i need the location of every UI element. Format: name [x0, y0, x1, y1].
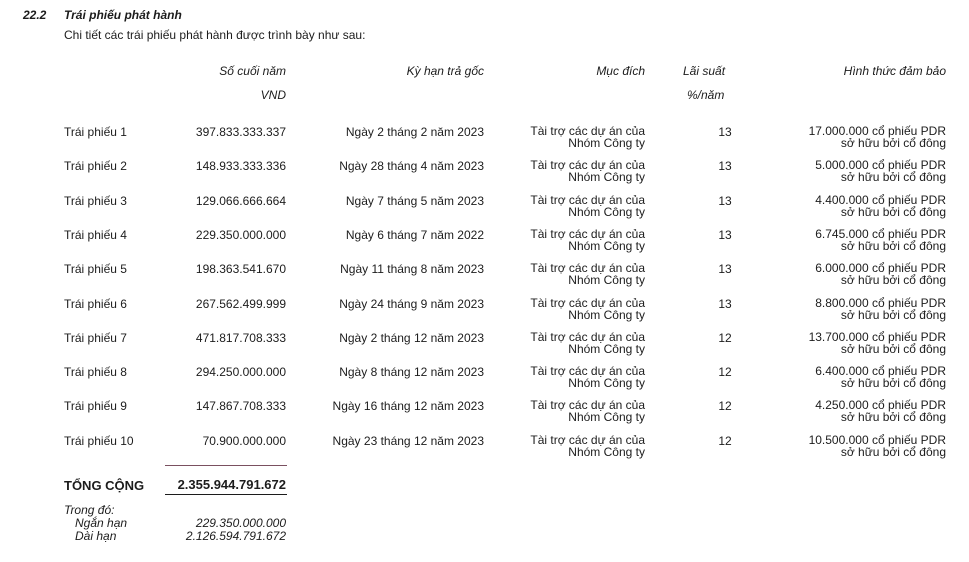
bond-security	[815, 399, 946, 423]
breakdown-short-value: 229.350.000.000	[195, 516, 286, 530]
bond-term: Ngày 2 tháng 12 năm 2023	[339, 331, 484, 345]
table-row	[0, 125, 969, 157]
bond-security-line2: sở hữu bởi cổ đông	[840, 205, 946, 219]
bond-security-line2: sở hữu bởi cổ đông	[840, 239, 946, 253]
bond-name: Trái phiếu 3	[64, 194, 127, 208]
bond-security-line1: 6.745.000 cổ phiếu PDR	[815, 227, 946, 241]
bond-name: Trái phiếu 4	[64, 228, 127, 242]
bond-purpose	[530, 331, 645, 355]
bond-security-line2: sở hữu bởi cổ đông	[840, 376, 946, 390]
bond-purpose-line2: Nhóm Công ty	[568, 170, 645, 184]
bond-amount: 229.350.000.000	[195, 228, 286, 242]
bond-rate: 13	[718, 262, 732, 276]
bond-purpose	[530, 194, 645, 218]
bond-purpose	[530, 159, 645, 183]
bond-security-line1: 6.000.000 cổ phiếu PDR	[815, 261, 946, 275]
bond-security	[815, 159, 946, 183]
bond-rate: 12	[718, 365, 732, 379]
total-value: 2.355.944.791.672	[177, 477, 286, 492]
bond-security	[815, 365, 946, 389]
bond-purpose-line2: Nhóm Công ty	[568, 445, 645, 459]
bond-security-line2: sở hữu bởi cổ đông	[840, 445, 946, 459]
bond-security-line1: 8.800.000 cổ phiếu PDR	[815, 296, 946, 310]
total-top-rule	[165, 465, 287, 466]
header-amount: Số cuối năm	[219, 64, 286, 78]
bond-term: Ngày 23 tháng 12 năm 2023	[332, 434, 484, 448]
bond-amount: 129.066.666.664	[195, 194, 286, 208]
bond-purpose-line1: Tài trợ các dự án của	[530, 296, 645, 310]
bond-security-line1: 4.400.000 cổ phiếu PDR	[815, 193, 946, 207]
bond-purpose	[530, 262, 645, 286]
bond-rate: 13	[718, 297, 732, 311]
bond-security-line1: 10.500.000 cổ phiếu PDR	[808, 433, 946, 447]
bond-rate: 13	[718, 125, 732, 139]
section-number: 22.2	[23, 8, 47, 22]
bond-purpose-line2: Nhóm Công ty	[568, 342, 645, 356]
bond-term: Ngày 6 tháng 7 năm 2022	[345, 228, 484, 242]
bond-rate: 13	[718, 159, 732, 173]
table-row	[0, 228, 969, 260]
bond-purpose	[530, 297, 645, 321]
total-label: TỔNG CỘNG	[64, 478, 145, 493]
total-bottom-rule	[165, 494, 287, 495]
bond-security-line2: sở hữu bởi cổ đông	[840, 170, 946, 184]
bond-purpose	[530, 434, 645, 458]
table-row	[0, 365, 969, 397]
bond-name: Trái phiếu 2	[64, 159, 127, 173]
header-purpose: Mục đích	[596, 64, 645, 78]
bond-security-line1: 13.700.000 cổ phiếu PDR	[808, 330, 946, 344]
bond-rate: 12	[718, 399, 732, 413]
table-row	[0, 434, 969, 466]
bond-purpose-line1: Tài trợ các dự án của	[530, 193, 645, 207]
bond-term: Ngày 28 tháng 4 năm 2023	[339, 159, 484, 173]
bond-rate: 13	[718, 194, 732, 208]
header-security: Hình thức đảm bảo	[843, 64, 946, 78]
bond-security	[809, 331, 946, 355]
breakdown-long-label: Dài hạn	[75, 529, 117, 543]
bond-purpose-line1: Tài trợ các dự án của	[530, 330, 645, 344]
bond-amount: 267.562.499.999	[195, 297, 286, 311]
bond-term: Ngày 24 tháng 9 năm 2023	[339, 297, 484, 311]
section-intro: Chi tiết các trái phiếu phát hành được trình bày như sau:	[64, 28, 366, 42]
bond-security	[815, 194, 946, 218]
bond-security	[815, 262, 946, 286]
bond-purpose-line2: Nhóm Công ty	[568, 205, 645, 219]
bond-amount: 147.867.708.333	[195, 399, 286, 413]
bond-security-line1: 4.250.000 cổ phiếu PDR	[815, 398, 946, 412]
bond-security-line2: sở hữu bởi cổ đông	[840, 136, 946, 150]
bond-purpose-line1: Tài trợ các dự án của	[530, 227, 645, 241]
bond-purpose-line1: Tài trợ các dự án của	[530, 158, 645, 172]
bond-security	[815, 228, 946, 252]
bond-security	[815, 297, 946, 321]
header-term: Kỳ hạn trả gốc	[406, 64, 484, 78]
table-row	[0, 331, 969, 363]
bond-name: Trái phiếu 6	[64, 297, 127, 311]
bond-purpose-line2: Nhóm Công ty	[568, 308, 645, 322]
bond-purpose-line1: Tài trợ các dự án của	[530, 124, 645, 138]
bond-purpose-line2: Nhóm Công ty	[568, 239, 645, 253]
bond-term: Ngày 11 tháng 8 năm 2023	[340, 262, 484, 276]
section-title: Trái phiếu phát hành	[64, 8, 182, 22]
bond-purpose-line2: Nhóm Công ty	[568, 376, 645, 390]
header-amount-unit: VND	[260, 88, 286, 102]
header-rate: Lãi suất	[683, 64, 726, 78]
bond-amount: 397.833.333.337	[195, 125, 286, 139]
breakdown-short-label: Ngắn hạn	[75, 516, 128, 530]
bond-security	[809, 434, 946, 458]
table-row	[0, 297, 969, 329]
bond-purpose-line1: Tài trợ các dự án của	[530, 433, 645, 447]
bond-purpose-line1: Tài trợ các dự án của	[530, 261, 645, 275]
bond-purpose	[530, 125, 645, 149]
bond-purpose-line1: Tài trợ các dự án của	[530, 364, 645, 378]
bond-term: Ngày 7 tháng 5 năm 2023	[345, 194, 484, 208]
header-rate-unit: %/năm	[687, 88, 725, 102]
bond-amount: 471.817.708.333	[195, 331, 286, 345]
bond-purpose-line2: Nhóm Công ty	[568, 136, 645, 150]
bond-security-line2: sở hữu bởi cổ đông	[840, 342, 946, 356]
bond-security	[809, 125, 946, 149]
bond-security-line2: sở hữu bởi cổ đông	[840, 308, 946, 322]
bond-name: Trái phiếu 1	[64, 125, 127, 139]
bond-amount: 70.900.000.000	[202, 434, 286, 448]
bond-security-line2: sở hữu bởi cổ đông	[840, 410, 946, 424]
bond-purpose-line1: Tài trợ các dự án của	[530, 398, 645, 412]
bond-security-line1: 6.400.000 cổ phiếu PDR	[815, 364, 946, 378]
bond-name: Trái phiếu 9	[64, 399, 127, 413]
bond-term: Ngày 2 tháng 2 năm 2023	[345, 125, 484, 139]
bond-amount: 294.250.000.000	[195, 365, 286, 379]
breakdown-heading: Trong đó:	[64, 503, 115, 517]
bond-purpose-line2: Nhóm Công ty	[568, 410, 645, 424]
bond-purpose-line2: Nhóm Công ty	[568, 273, 645, 287]
bond-purpose	[530, 365, 645, 389]
bond-term: Ngày 16 tháng 12 năm 2023	[332, 399, 484, 413]
table-row	[0, 399, 969, 431]
bond-security-line1: 17.000.000 cổ phiếu PDR	[808, 124, 946, 138]
bond-amount: 198.363.541.670	[195, 262, 286, 276]
bond-amount: 148.933.333.336	[195, 159, 286, 173]
bond-name: Trái phiếu 10	[64, 434, 134, 448]
table-row	[0, 262, 969, 294]
table-row	[0, 159, 969, 191]
table-row	[0, 194, 969, 226]
bond-purpose	[530, 228, 645, 252]
bond-rate: 12	[718, 434, 732, 448]
bond-security-line2: sở hữu bởi cổ đông	[840, 273, 946, 287]
bond-name: Trái phiếu 8	[64, 365, 127, 379]
breakdown-long-value: 2.126.594.791.672	[185, 529, 286, 543]
bond-rate: 12	[718, 331, 732, 345]
bond-term: Ngày 8 tháng 12 năm 2023	[339, 365, 484, 379]
bond-name: Trái phiếu 5	[64, 262, 127, 276]
bond-name: Trái phiếu 7	[64, 331, 127, 345]
bond-rate: 13	[718, 228, 732, 242]
bond-purpose	[530, 399, 645, 423]
bond-security-line1: 5.000.000 cổ phiếu PDR	[815, 158, 946, 172]
